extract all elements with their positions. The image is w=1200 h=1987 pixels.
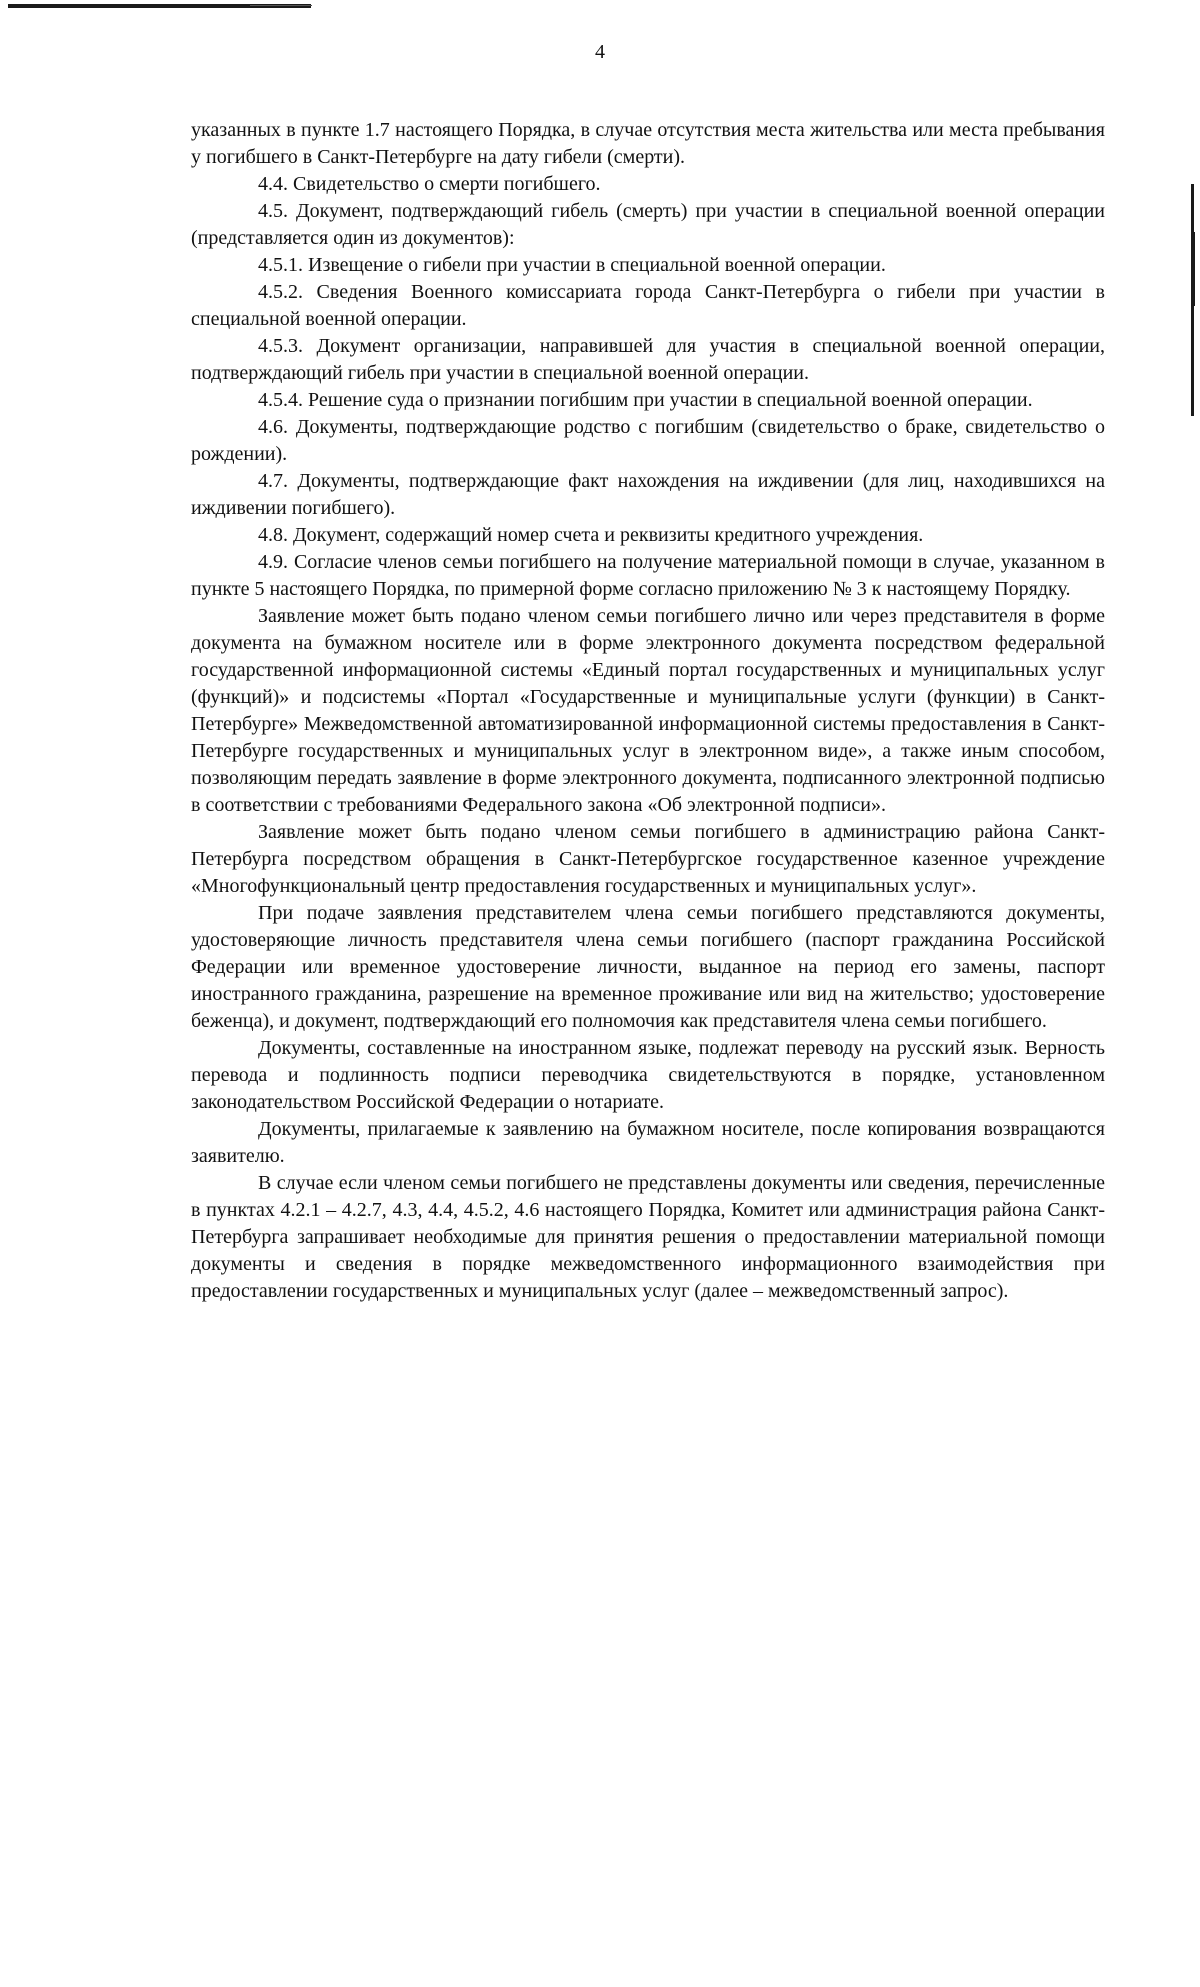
page-number: 4 [595,41,605,63]
paragraph: В случае если членом семьи погибшего не представлены документы или сведения, перечисленные в пунктах 4.2.1 – 4.2.7, 4.3, 4.4, 4.5.2, 4.6 настоящего Порядка, Комитет или администрация района Санкт-Петербурга запрашивает необходимые для принятия решения о предоставлении материальной помощи документы и сведения в порядке межведомственного информационного взаимодействия при предоставлении государственных и муниципальных услуг (далее – межведомственный запрос). [191,1172,1105,1302]
paragraph: При подаче заявления представителем члена семьи погибшего представляются документы, удостоверяющие личность представителя члена семьи погибшего (паспорт гражданина Российской Федерации или временное удостоверение личности, выданное на период его замены, паспорт иностранного гражданина, разрешение на временное проживание или вид на жительство; удостоверение беженца), и документ, подтверждающий его полномочия как представителя члена семьи погибшего. [191,902,1105,1032]
paragraph: 4.6. Документы, подтверждающие родство с погибшим (свидетельство о браке, свидетельство о рождении). [191,416,1105,465]
paragraph: 4.9. Согласие членов семьи погибшего на получение материальной помощи в случае, указанном в пункте 5 настоящего Порядка, по примерной форме согласно приложению № 3 к настоящему Порядку. [191,551,1105,600]
paragraph: 4.5.2. Сведения Военного комиссариата города Санкт-Петербурга о гибели при участии в специальной военной операции. [191,281,1105,330]
paragraph: Заявление может быть подано членом семьи погибшего в администрацию района Санкт-Петербурга посредством обращения в Санкт-Петербургское государственное казенное учреждение «Многофункциональный центр предоставления государственных и муниципальных услуг». [191,821,1105,897]
paragraph: 4.5.1. Извещение о гибели при участии в специальной военной операции. [258,254,886,276]
paragraph: Заявление может быть подано членом семьи погибшего лично или через представителя в форме документа на бумажном носителе или в форме электронного документа посредством федеральной государственной информационной системы «Единый портал государственных и муниципальных услуг (функций)» и подсистемы «Портал «Государственные и муниципальные услуги (функции) в Санкт-Петербурге» Межведомственной автоматизированной информационной системы предоставления в Санкт-Петербурге государственных и муниципальных услуг в электронном виде», а также иным способом, позволяющим передать заявление в форме электронного документа, подписанного электронной подписью в соответствии с требованиями Федерального закона «Об электронной подписи». [191,605,1105,816]
paragraph: Документы, прилагаемые к заявлению на бумажном носителе, после копирования возвращаются заявителю. [191,1118,1105,1167]
paragraph: 4.5. Документ, подтверждающий гибель (смерть) при участии в специальной военной операции (представляется один из документов): [191,200,1105,249]
document-body [191,117,1105,1305]
paragraph: указанных в пункте 1.7 настоящего Порядка, в случае отсутствия места жительства или места пребывания у погибшего в Санкт-Петербурге на дату гибели (смерти). [191,119,1105,168]
paragraph: Документы, составленные на иностранном языке, подлежат переводу на русский язык. Верность перевода и подлинность подписи переводчика свидетельствуются в порядке, установленном законодательством Российской Федерации о нотариате. [191,1037,1105,1113]
paragraph: 4.8. Документ, содержащий номер счета и реквизиты кредитного учреждения. [258,524,924,546]
paragraph: 4.4. Свидетельство о смерти погибшего. [258,173,601,195]
margin-mark-secondary [1193,232,1195,306]
paragraph: 4.7. Документы, подтверждающие факт нахождения на иждивении (для лиц, находившихся на иждивении погибшего). [191,470,1105,519]
paragraph: 4.5.3. Документ организации, направившей для участия в специальной военной операции, подтверждающий гибель при участии в специальной военной операции. [191,335,1105,384]
scan-edge-line-thin [250,5,312,6]
paragraph: 4.5.4. Решение суда о признании погибшим при участии в специальной военной операции. [258,389,1033,411]
